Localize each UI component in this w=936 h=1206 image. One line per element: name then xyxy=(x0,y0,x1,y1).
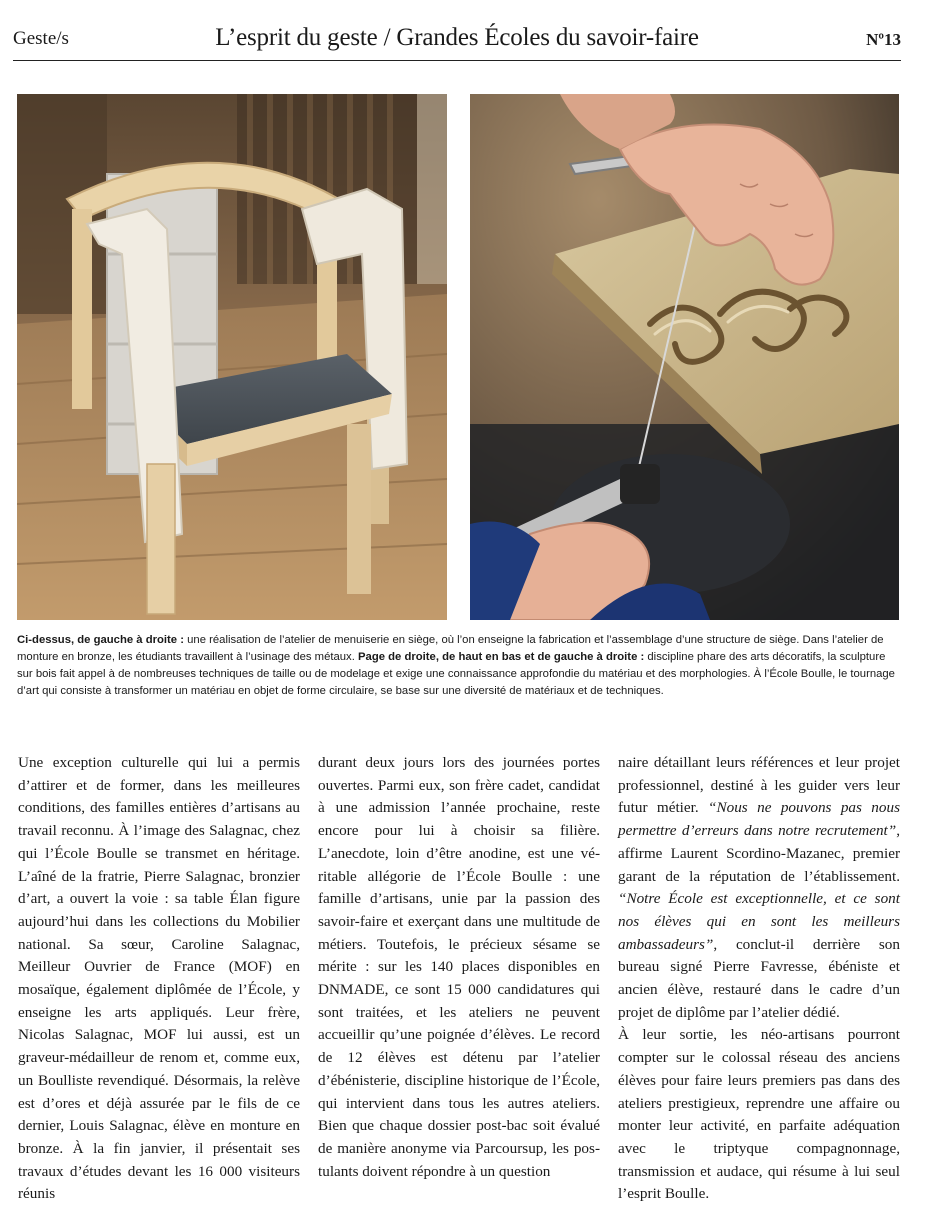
magazine-brand: Geste/s xyxy=(13,28,69,49)
column-3-text-b: , affirme Laurent Scordino-Mazanec, premier garant de la réputation de l’établissement. xyxy=(618,822,900,885)
fretsaw-photo xyxy=(470,94,899,620)
article-column-2: durant deux jours lors des journées portes ouvertes. Parmi eux, son frère cadet, candidat à une admission l’année prochaine, reste encore pour lui à choisir sa filière. L’anecdote, loin d’être anodine, est une véritable allégorie de l’École Boulle : une famille d’artisans, unie par la passion des savoir-faire et exerçant dans une multitude de métiers. Toutefois, le précieux sésame se mérite : sur les 140 places disponibles en DNMADE, ce sont 15 000 candidatures qui sont traitées, et les ateliers ne peuvent accueillir qu’une poignée d’élèves. Le record de 12 élèves est détenu par l’atelier d’ébénisterie, discipline historique de l’École, qui intervient dans tous les autres ateliers. Bien que chaque dossier post-bac soit évalué de manière anonyme via Parcoursup, les postulants doivent répondre à un question xyxy=(318,754,600,1180)
page-header xyxy=(13,24,901,61)
quote-2: “Notre École est exceptionnelle, et ce sont nos élèves qui en sont les meilleurs ambassadeurs” xyxy=(618,890,900,953)
section-title: L’esprit du geste / Grandes Écoles du savoir-faire xyxy=(215,24,699,51)
caption-text-1: une réalisation de l’atelier de menuiserie en siège, où l’on enseigne la fabrication et l’assemblage d’une structure de siège. Dans l’atelier de monture en bronze, les étudiants travaillent à l’usinage des métaux. xyxy=(17,634,884,663)
article-column-1: Une exception culturelle qui lui a permis d’attirer et de former, dans les meilleures conditions, des familles entières d’artisans au travail reconnu. À l’image des Salagnac, chez qui l’École Boulle se transmet en héritage. L’aîné de la fratrie, Pierre Salagnac, bronzier d’art, a ouvert la voie : sa table Élan figure aujourd’hui dans les collections du Mobilier national. Sa sœur, Caroline Salagnac, Meilleur Ouvrier de France (MOF) en mosaïque, également diplômée de l’École, y enseigne les arts appliqués. Leur frère, Nicolas Salagnac, MOF lui aussi, est un graveur-médailleur de renom et, comme eux, un Boulliste revendiqué. Désormais, la relève est d’ores et déjà assurée par le fils de ce dernier, Louis Salagnac, élève en monture en bronze. À la fin janvier, il présentait ses travaux d’études devant les 16 000 visiteurs réunis xyxy=(18,754,300,1203)
photo-caption xyxy=(17,632,901,700)
quote-1: “Nous ne pouvons pas nous permettre d’erreurs dans notre recrutement” xyxy=(618,799,900,840)
caption-lead-2: Page de droite, de haut en bas et de gauche à droite : xyxy=(358,651,645,663)
column-3-text-d: À leur sortie, les néo-artisans pourront compter sur le colossal réseau des anciens élèves pour faire leurs premiers pas dans des ateliers prestigieux, reprendre une affaire ou monter leur activité, en parfaite adéquation avec le triptyque compagnonnage, transmission et audace, qui résume à lui seul l’esprit Boulle. xyxy=(618,1026,900,1203)
issue-number: Nº13 xyxy=(866,30,901,49)
caption-text-2: discipline phare des arts décoratifs, la sculpture sur bois fait appel à de nombreuses techniques de taille ou de modelage et exige une connaissance approfondie du matériau et des morphologies. À l’École Boulle, le tournage d’art qui consiste à transformer un matériau en objet de forme circulaire, se base sur une diversité de matériaux et de techniques. xyxy=(17,651,895,697)
column-3-text-c: , conclut-il derrière son bureau signé Pierre Favresse, ébéniste et ancien élève, restauré dans le cadre d’un projet de diplôme par l’atelier dédié. xyxy=(618,935,900,1021)
article-column-3 xyxy=(618,752,900,1206)
caption-lead-1: Ci-dessus, de gauche à droite : xyxy=(17,634,184,646)
fretsaw-illustration xyxy=(470,94,899,620)
chair-photo xyxy=(17,94,447,620)
column-3-text-a: naire détaillant leurs références et leur projet professionnel, destiné à les guider vers leur futur métier. xyxy=(618,754,900,817)
chair-illustration xyxy=(17,94,447,620)
